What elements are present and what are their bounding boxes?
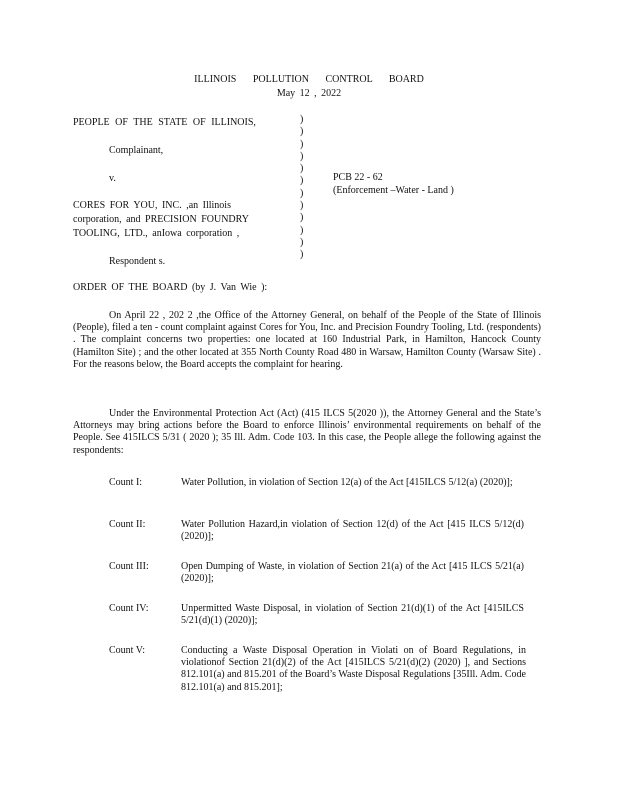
count-label: Count II: [109, 519, 146, 530]
order-heading: ORDER OF THE BOARD (by J. Van Wie ): [73, 282, 268, 293]
case-type: (Enforcement –Water - Land ) [333, 185, 454, 196]
paragraph-act: Under the Environmental Protection Act (Act) (415 ILCS 5(2020 )), the Attorney General and the State’s Attorneys may bring actions before the Board to enforce Illinois’ environmental requirements on behalf of the People. See 415ILCS 5/31 ( 2020 ); 35 Ill. Adm. Code 103. In this case, the People allege the following against the respondents: [73, 408, 541, 456]
count-text: Water Pollution Hazard,in violation of Section 12(d) of the Act [415 ILCS 5/12(d) (2020)]; [181, 519, 524, 543]
count-label: Count V: [109, 645, 146, 656]
count-text: Water Pollution, in violation of Section 12(a) of the Act [415ILCS 5/12(a) (2020)]; [181, 477, 513, 488]
count-label: Count I: [109, 477, 143, 488]
defendant-line-1: CORES FOR YOU, INC. ,an Illinois [73, 200, 231, 211]
defendant-line-3: TOOLING, LTD., anIowa corporation , [73, 228, 240, 239]
versus-label: v. [109, 173, 116, 184]
count-text: Open Dumping of Waste, in violation of Section 21(a) of the Act [415 ILCS 5/21(a) (2020)]; [181, 561, 524, 585]
complainant-label: Complainant, [109, 145, 164, 156]
plaintiff-name: PEOPLE OF THE STATE OF ILLINOIS, [73, 117, 256, 128]
count-text: Conducting a Waste Disposal Operation in Violati on of Board Regulations, in violationof Section 21(d)(2) of the Act [415ILCS 5/21(d)(2) (2020) ], and Sections 812.101(a) and 815.201 of the Board’s Waste Disposal Regulations [35Ill. Adm. Code 812.101(a) and 815.201]; [181, 645, 526, 693]
count-text: Unpermitted Waste Disposal, in violation of Section 21(d)(1) of the Act [415ILCS 5/21(d)(1) (2020)]; [181, 603, 524, 627]
paragraph-intro: On April 22 , 202 2 ,the Office of the Attorney General, on behalf of the People of the State of Illinois (People), filed a ten - count complaint against Cores for You, Inc. and Precision Foundry Tooling, Ltd. (respondents) . The complaint concerns two properties: one located at 160 Industrial Park, in Hamilton, Hancock County (Hamilton Site) ; and the other located at 355 North County Road 480 in Warsaw, Hamilton County (Warsaw Site) . For the reasons below, the Board accepts the complaint for hearing. [73, 310, 541, 370]
caption-parentheses: ) ) ) ) ) ) ) ) ) ) ) ) [300, 114, 304, 261]
count-label: Count IV: [109, 603, 149, 614]
count-label: Count III: [109, 561, 149, 572]
case-number: PCB 22 - 62 [333, 172, 383, 183]
respondents-label: Respondent s. [109, 256, 166, 267]
board-title: ILLINOIS POLLUTION CONTROL BOARD [194, 74, 424, 85]
order-date: May 12 , 2022 [276, 88, 342, 99]
defendant-line-2: corporation, and PRECISION FOUNDRY [73, 214, 249, 225]
